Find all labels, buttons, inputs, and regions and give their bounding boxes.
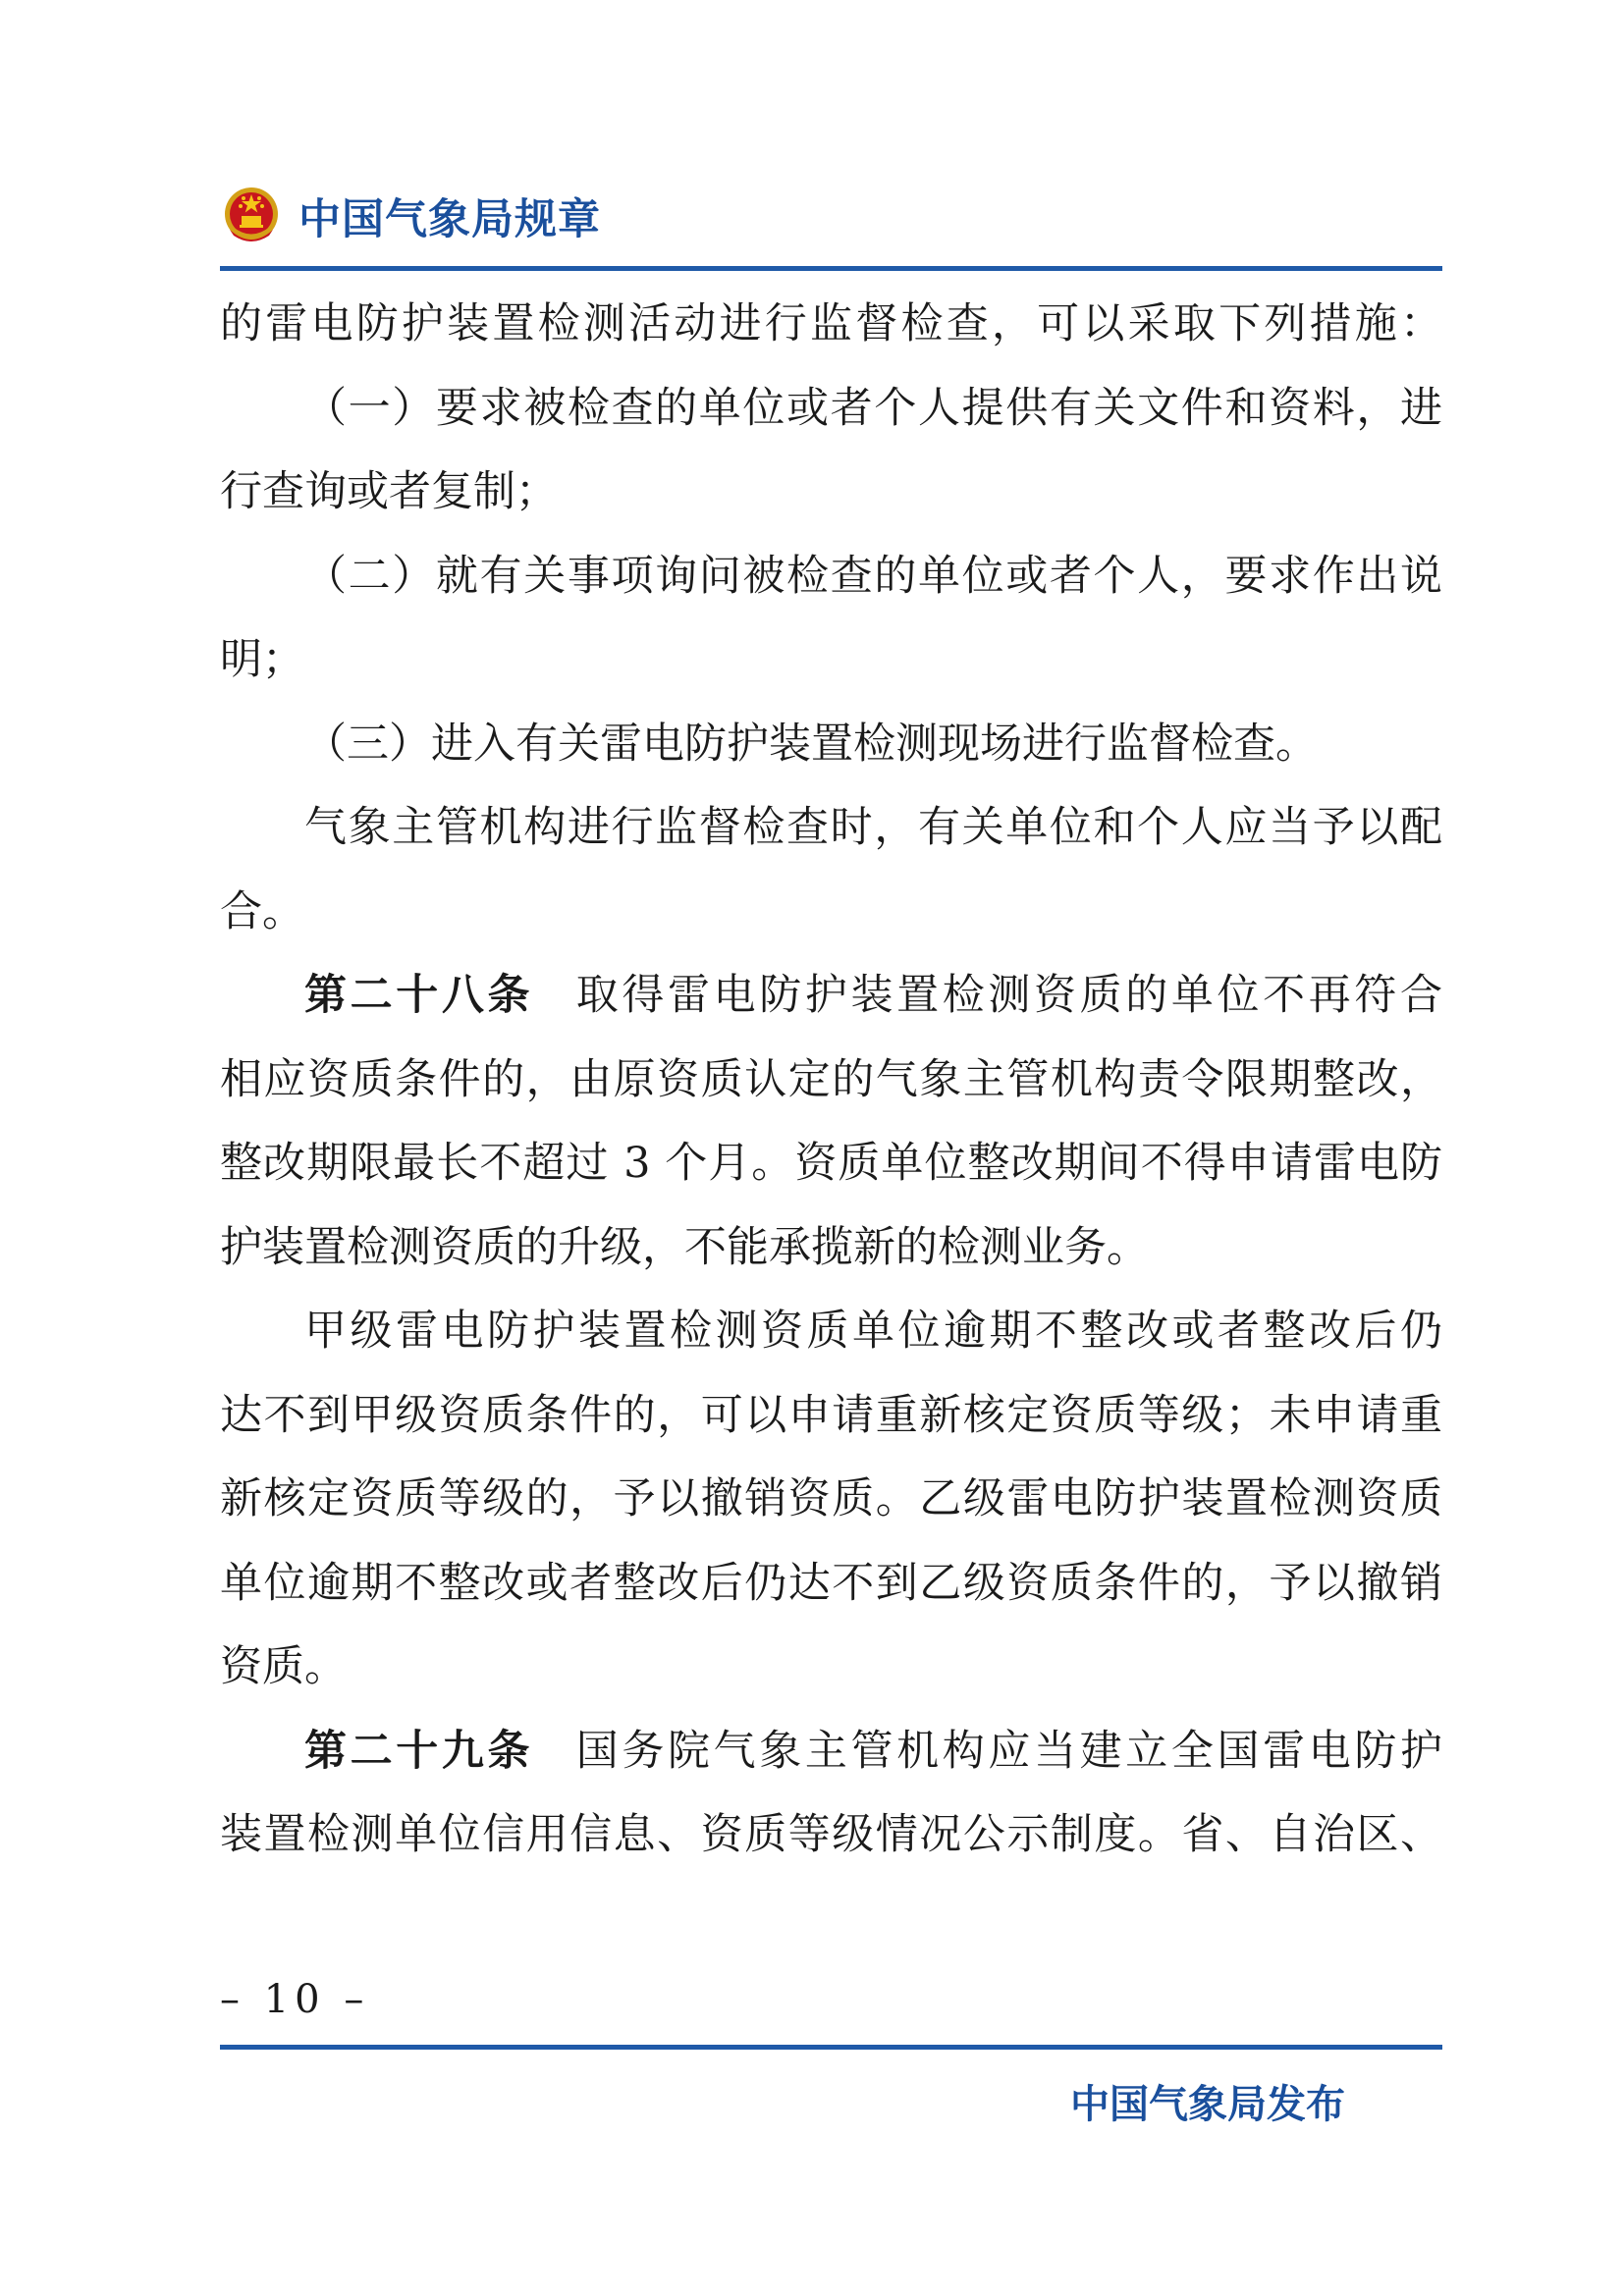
text-line: 新核定资质等级的，予以撤销资质。乙级雷电防护装置检测资质 xyxy=(220,1474,1442,1523)
text-line: （一）要求被检查的单位或者个人提供有关文件和资料，进 xyxy=(304,383,1442,433)
page-number: – 10 – xyxy=(220,1977,370,2022)
text-line: 合。 xyxy=(220,886,304,936)
text-line: 的雷电防护装置检测活动进行监督检查，可以采取下列措施： xyxy=(220,299,1442,348)
text-line: 达不到甲级资质条件的，可以申请重新核定资质等级；未申请重 xyxy=(220,1390,1442,1440)
document-body xyxy=(220,283,1442,1878)
text-line: （三）进入有关雷电防护装置检测现场进行监督检查。 xyxy=(304,719,1318,769)
footer-divider xyxy=(220,2045,1442,2050)
text-line: 甲级雷电防护装置检测资质单位逾期不整改或者整改后仍 xyxy=(304,1307,1442,1356)
article-text: 取得雷电防护装置检测资质的单位不再符合 xyxy=(572,971,1442,1020)
article-text: 国务院气象主管机构应当建立全国雷电防护 xyxy=(572,1726,1442,1776)
article-line xyxy=(220,1710,1442,1794)
text-line: 相应资质条件的，由原资质认定的气象主管机构责令限期整改， xyxy=(220,1054,1442,1104)
article-heading: 第二十九条 xyxy=(304,1726,534,1776)
header-divider xyxy=(220,266,1442,271)
text-line: 单位逾期不整改或者整改后仍达不到乙级资质条件的，予以撤销 xyxy=(220,1558,1442,1608)
article-line xyxy=(220,954,1442,1039)
text-line: 装置检测单位信用信息、资质等级情况公示制度。省、自治区、 xyxy=(220,1810,1442,1859)
text-line: 资质。 xyxy=(220,1642,347,1691)
text-line: 行查询或者复制； xyxy=(220,467,558,516)
national-emblem-icon xyxy=(222,185,281,247)
header-title: 中国气象局规章 xyxy=(298,194,601,244)
text-line: 气象主管机构进行监督检查时，有关单位和个人应当予以配 xyxy=(304,803,1442,852)
article-heading: 第二十八条 xyxy=(304,971,534,1020)
footer-publisher: 中国气象局发布 xyxy=(1070,2082,1345,2127)
text-line: （二）就有关事项询问被检查的单位或者个人，要求作出说 xyxy=(304,551,1442,601)
text-line: 整改期限最长不超过 3 个月。资质单位整改期间不得申请雷电防 xyxy=(220,1139,1442,1188)
text-line: 护装置检测资质的升级，不能承揽新的检测业务。 xyxy=(220,1222,1149,1272)
text-line: 明； xyxy=(220,635,304,684)
page-header xyxy=(222,177,601,255)
